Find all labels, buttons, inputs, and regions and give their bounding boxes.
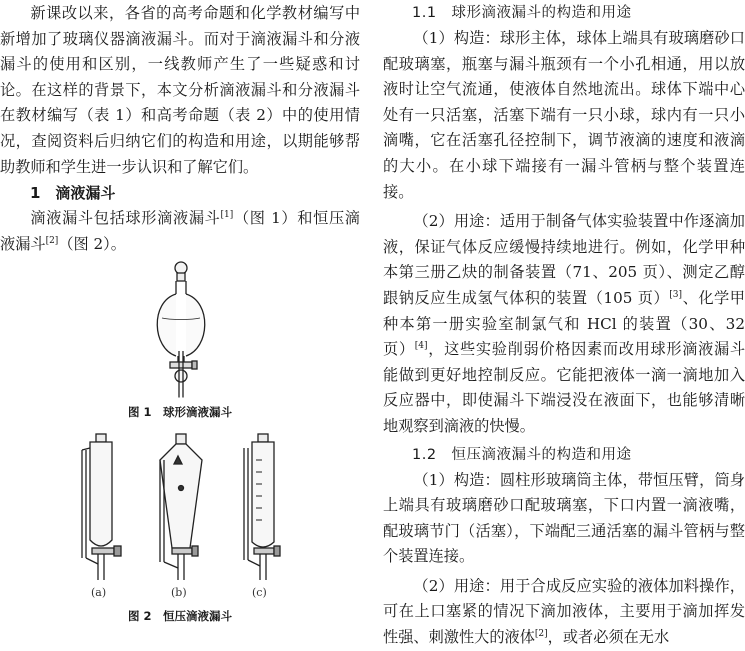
spherical-use-text-c: ，这些实验削弱价格因素而改用球形滴液漏斗能做到更好地控制反应。它能把液体一滴一滴地加入反应器中，即使漏斗下端浸没在液面下，也能够清晰地观察到滴液的快慢。 [383,340,745,435]
pressure-use-text-a: （2）用途：用于合成反应实验的液体加料操作，可在上口塞紧的情况下滴加液体，主要用于滴加挥发性强、刺激性大的液体 [383,576,745,647]
funnel-a-drawing [82,434,121,580]
figure-2-label-b: (b) [171,586,187,599]
spherical-funnel-structure-paragraph: （1）构造：球形主体，球体上端具有玻璃磨砂口配玻璃塞，瓶塞与漏斗瓶颈有一个小孔相通，用以放液时让空气流通，使液体自然地流出。球体下端中心处有一只活塞，活塞下端有一只小球，球内有一只小滴嘴，它在活塞孔径控制下，调节液滴的速度和液滴的大小。在小球下端接有一漏斗管柄与整个装置连接。 [383,29,745,201]
figure-2 [0,430,360,630]
citation-3[interactable]: [3] [669,289,683,300]
funnel-c-drawing [244,434,280,580]
citation-2[interactable]: [2] [45,235,59,246]
citation-4[interactable]: [4] [414,341,428,352]
pressure-use-text-b: ，或者必须在无水 [547,628,670,647]
intro-paragraph: 新课改以来，各省的高考命题和化学教材编写中新增加了玻璃仪器滴液漏斗。而对于滴液漏斗和分液漏斗的使用和区别，一线教师产生了一些疑惑和讨论。在这样的背景下，本文分析滴液漏斗和分液漏斗在教材编写（表 1）和高考命题（表 2）中的使用情况，查阅资料后归纳它们的构造和用途，以期能够帮助教师和学生进一步认识和了解它们。 [0,4,360,176]
subsection-1-1-heading: 1.1 球形滴液漏斗的构造和用途 [412,5,632,21]
citation-1[interactable]: [1] [220,210,234,221]
left-column [0,0,360,257]
pressure-equalizing-funnel-illustration [0,430,360,590]
subsection-1-2-heading: 1.2 恒压滴液漏斗的构造和用途 [412,446,632,463]
funnel-types-text-c: （图 2）。 [58,234,126,253]
pressure-funnel-structure-paragraph: （1）构造：圆柱形玻璃筒主体，带恒压臂，筒身上端具有玻璃磨砂口配玻璃塞，下口内置一滴液嘴，配玻璃节门（活塞），下端配三通活塞的漏斗管柄与整个装置连接。 [383,470,745,566]
spherical-use-text-a: （2）用途：适用于制备气体实验装置中作逐滴加液，保证气体反应缓慢持续地进行。例如，化学甲种本第三册乙炔的制备装置（71、205 页）、测定乙醇跟钠反应生成氢气体积的装置（105 页） [383,212,745,307]
funnel-types-text-b: （图 1）和恒压滴液漏斗 [0,209,360,253]
citation-2-repeat[interactable]: [2] [534,629,548,640]
figure-2-label-c: (c) [252,586,267,599]
right-column [383,0,745,651]
spherical-use-text-b: 、化学甲种本第一册实验室制氯气和 HCl 的装置（30、32 页） [383,288,745,359]
spherical-dropping-funnel-illustration [0,258,360,398]
funnel-b-drawing [160,434,202,580]
section-1-heading: 1 滴液漏斗 [30,184,116,203]
pressure-funnel-use-paragraph [383,574,745,651]
funnel-types-text-a: 滴液漏斗包括球形滴液漏斗 [30,209,221,228]
figure-2-caption: 图 2 恒压滴液漏斗 [127,609,232,623]
figure-1-caption: 图 1 球形滴液漏斗 [127,405,232,419]
figure-2-label-a: (a) [91,586,107,599]
spherical-funnel-use-paragraph [383,209,745,439]
figure-1 [0,258,360,418]
funnel-types-paragraph [0,206,360,257]
